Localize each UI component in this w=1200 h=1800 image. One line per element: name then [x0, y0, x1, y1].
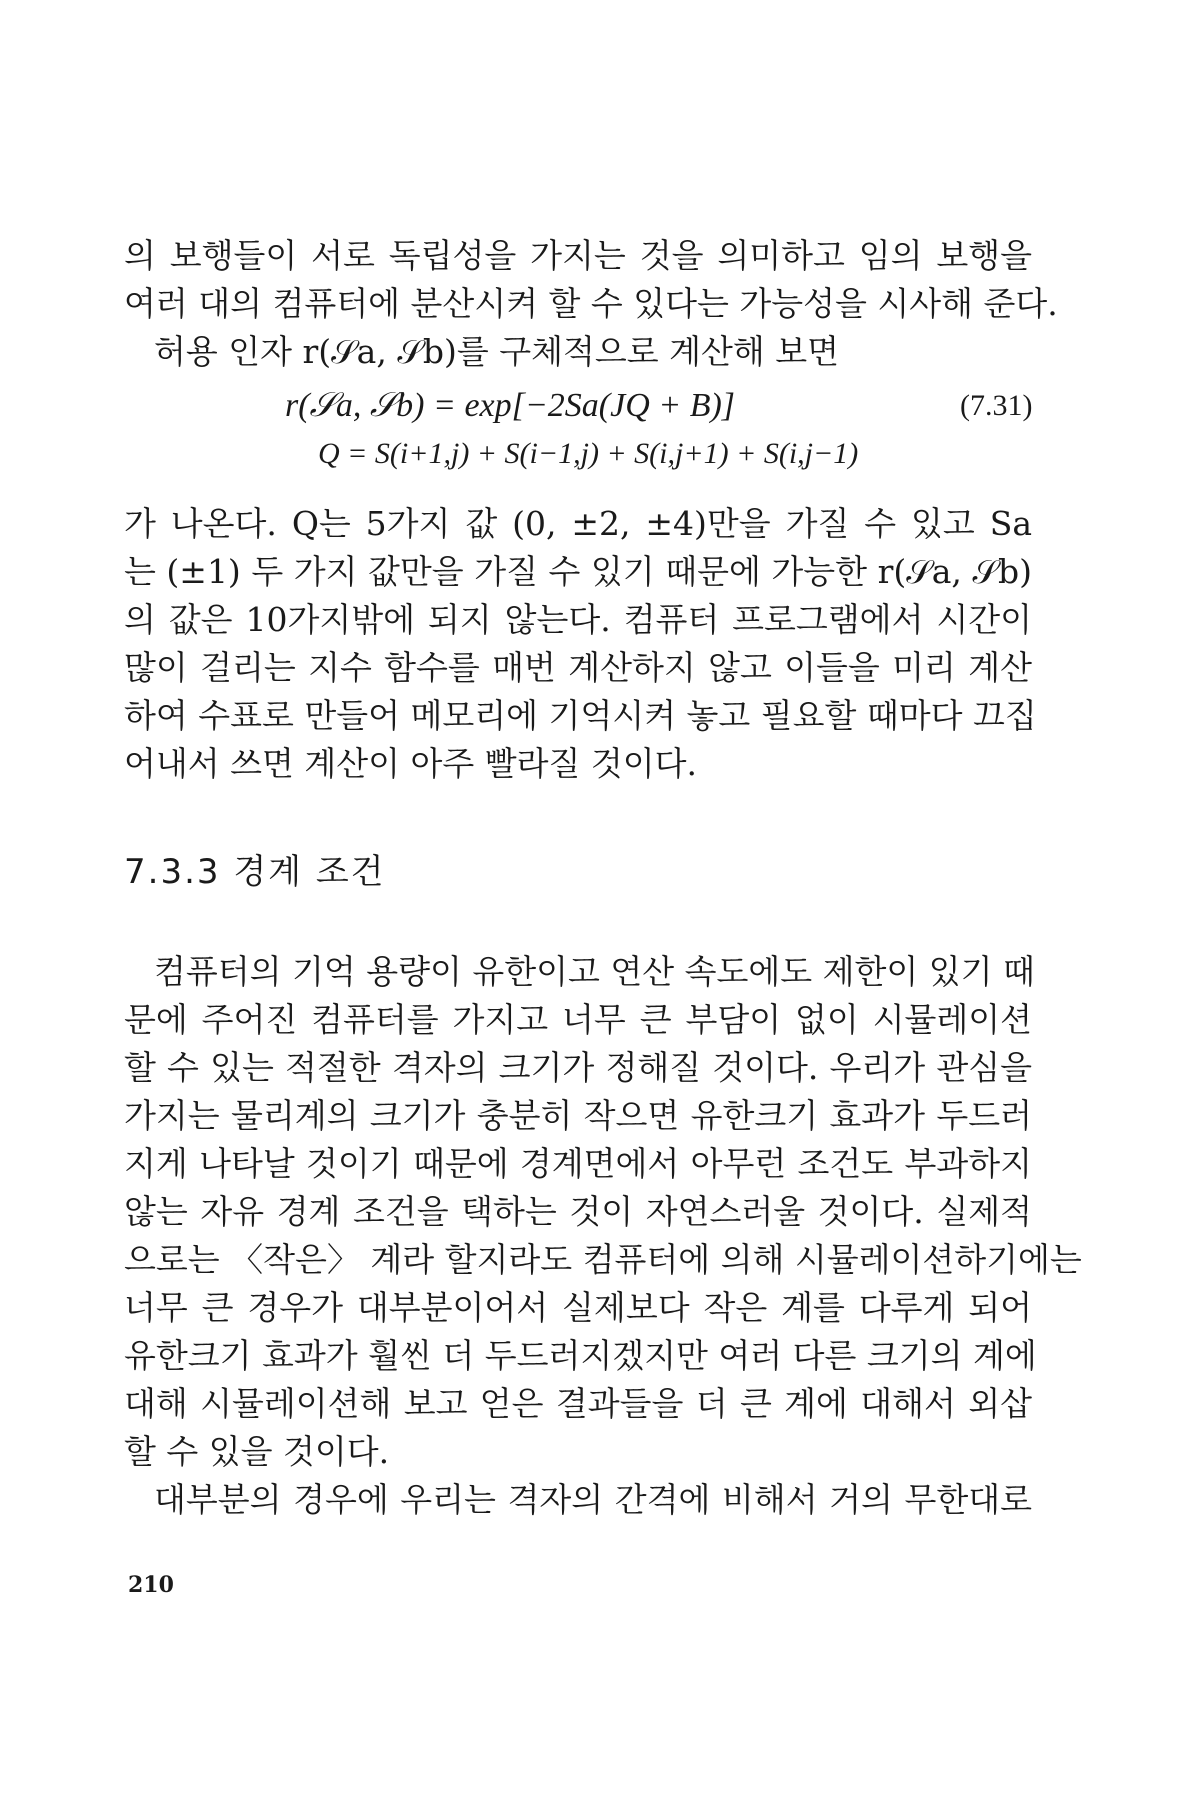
paragraph-line: 여러 대의 컴퓨터에 분산시켜 할 수 있다는 가능성을 시사해 준다. — [124, 284, 1058, 323]
paragraph-line: 는 (±1) 두 가지 값만을 가질 수 있기 때문에 가능한 r(𝒮a, 𝒮b) — [124, 552, 1032, 591]
paragraph-line: 대해 시뮬레이션해 보고 얻은 결과들을 더 큰 계에 대해서 외삽 — [124, 1384, 1032, 1423]
equation-line: r(𝒮a, 𝒮b) = exp[−2Sa(JQ + B)] — [285, 387, 736, 424]
paragraph-line: 가지는 물리계의 크기가 충분히 작으면 유한크기 효과가 두드러 — [124, 1096, 1032, 1135]
paragraph-line: 않는 자유 경계 조건을 택하는 것이 자연스러울 것이다. 실제적 — [124, 1192, 1032, 1231]
section-heading: 7.3.3 경계 조건 — [124, 852, 386, 892]
paragraph-line: 의 값은 10가지밖에 되지 않는다. 컴퓨터 프로그램에서 시간이 — [124, 600, 1032, 639]
paragraph-line: 너무 큰 경우가 대부분이어서 실제보다 작은 계를 다루게 되어 — [124, 1288, 1032, 1327]
paragraph-line: 지게 나타날 것이기 때문에 경계면에서 아무런 조건도 부과하지 — [124, 1144, 1032, 1183]
paragraph-line: 어내서 쓰면 계산이 아주 빨라질 것이다. — [124, 744, 697, 783]
paragraph-line: 유한크기 효과가 훨씬 더 두드러지겠지만 여러 다른 크기의 계에 — [124, 1336, 1037, 1375]
equation-number: (7.31) — [960, 389, 1033, 422]
paragraph-line: 문에 주어진 컴퓨터를 가지고 너무 큰 부담이 없이 시뮬레이션 — [124, 1000, 1032, 1039]
paragraph-line: 의 보행들이 서로 독립성을 가지는 것을 의미하고 임의 보행을 — [124, 236, 1032, 275]
equation-line: Q = S(i+1,j) + S(i−1,j) + S(i,j+1) + S(i,j−1) — [318, 437, 859, 470]
paragraph-line: 하여 수표로 만들어 메모리에 기억시켜 놓고 필요할 때마다 끄집 — [124, 696, 1037, 735]
paragraph-line: 할 수 있을 것이다. — [124, 1432, 390, 1471]
paragraph-line: 많이 걸리는 지수 함수를 매번 계산하지 않고 이들을 미리 계산 — [124, 648, 1032, 687]
paragraph-line: 컴퓨터의 기억 용량이 유한이고 연산 속도에도 제한이 있기 때 — [154, 952, 1035, 991]
paragraph-line: 할 수 있는 적절한 격자의 크기가 정해질 것이다. 우리가 관심을 — [124, 1048, 1032, 1087]
paragraph-line: 대부분의 경우에 우리는 격자의 간격에 비해서 거의 무한대로 — [154, 1480, 1032, 1519]
paragraph-line: 으로는 〈작은〉 계라 할지라도 컴퓨터에 의해 시뮬레이션하기에는 — [124, 1240, 1082, 1279]
paragraph-line: 가 나온다. Q는 5가지 값 (0, ±2, ±4)만을 가질 수 있고 Sa — [124, 504, 1032, 543]
paragraph-line: 허용 인자 r(𝒮a, 𝒮b)를 구체적으로 계산해 보면 — [154, 332, 840, 371]
page-number: 210 — [128, 1572, 174, 1598]
